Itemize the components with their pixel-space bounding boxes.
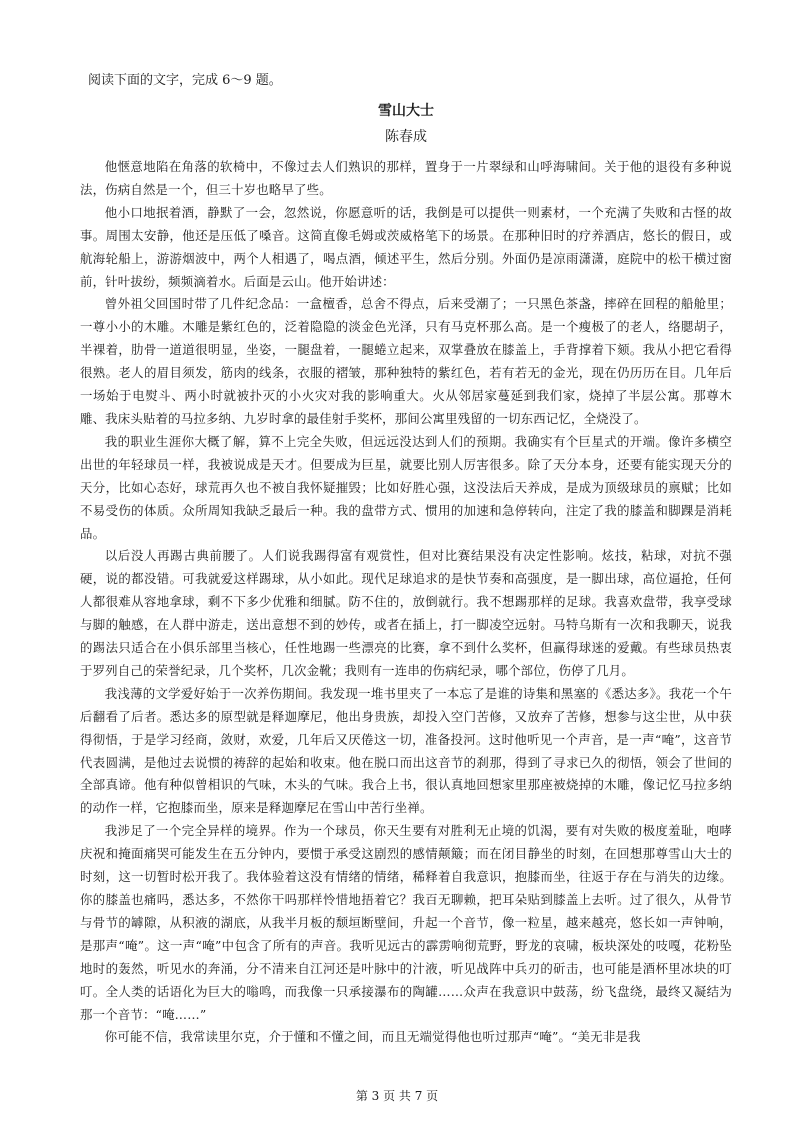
page-number: 第 3 页 共 7 页 bbox=[355, 1089, 439, 1103]
article-author: 陈春成 bbox=[385, 129, 427, 145]
paragraph: 曾外祖父回国时带了几件纪念品：一盒檀香，总舍不得点，后来受潮了；一只黑色茶盏，摔碎在回程的船舱里；一尊小小的木雕。木雕是紫红色的，泛着隐隐的淡金色光泽，只有马克杯那么高。是一个瘦极了的老人，络腮胡子，半裸着，肋骨一道道很明显，坐姿，一腿盘着，一腿蜷立起来，双掌叠放在膝盖上，手背撑着下颏。我从小把它看得很熟。老人的眉目须发，筋肉的线条，衣服的褶皱，那种独特的紫红色，若有若无的金光，现在仍历历在目。几年后一场始于电熨斗、两小时就被扑灭的小火灾对我的影响重大。火从邻居家蔓延到我们家，烧掉了半层公寓。那尊木雕、我床头贴着的马拉多纳、九岁时拿的最佳射手奖杯，那间公寓里残留的一切东西记忆，全烧没了。 bbox=[80, 296, 732, 426]
paragraph: 他惬意地陷在角落的软椅中，不像过去人们熟识的那样，置身于一片翠绿和山呼海啸间。关于他的退役有多种说法，伤病自然是一个，但三十岁也略早了些。 bbox=[80, 159, 732, 197]
paragraph: 我浅薄的文学爱好始于一次养伤期间。我发现一堆书里夹了一本忘了是谁的诗集和黑塞的《悉达多》。我花一个午后翻看了后者。悉达多的原型就是释迦摩尼，他出身贵族，却投入空门苦修，又放弃了苦修，想参与这尘世，从中获得彻悟，于是学习经商，敛财，欢爱，几年后又厌倦这一切，准备投河。这时他听见一个声音，是一声“唵”，这音节代表圆满，是他过去说惯的祷辞的起始和收束。他在脱口而出这音节的刹那，得到了寻求已久的彻悟，领会了世间的全部真谛。他有种似曾相识的气味，木头的气味。我合上书，很认真地回想家里那座被烧掉的木雕，像记忆马拉多纳的动作一样，它抱膝而坐，原来是释迦摩尼在雪山中苦行坐禅。 bbox=[80, 685, 732, 816]
reading-instruction: 阅读下面的文字，完成 6～9 题。 bbox=[88, 73, 282, 88]
paragraph: 他小口地抿着酒，静默了一会，忽然说，你愿意听的话，我倒是可以提供一则素材，一个充满了失败和古怪的故事。周围太安静，他还是压低了嗓音。这简直像毛姆或茨威格笔下的场景。在那种旧时的疗养酒店，悠长的假日，或航海轮船上，游游烟波中，两个人相遇了，喝点酒，倾述平生，然后分别。外面仍是凉雨潇潇，庭院中的松干横过窗前，针叶拔纷，频频滴着水。后面是云山。他开始讲述： bbox=[80, 204, 732, 289]
paragraph: 以后没人再踢古典前腰了。人们说我踢得富有观赏性，但对比赛结果没有决定性影响。炫技，粘球，对抗不强硬，说的都没错。可我就爱这样踢球，从小如此。现代足球追求的是快节奏和高强度，是一脚出球，高位逼抢，任何人都很难从容地拿球，剩不下多少优雅和细腻。防不住的，放倒就行。我不想踢那样的足球。我喜欢盘带，我享受球与脚的触感，在人群中游走，送出意想不到的妙传，或者在插上，打一脚凌空远射。马特乌斯有一次和我聊天，说我的踢法只适合在小俱乐部里当核心，任性地踢一些漂亮的比赛，拿不到什么奖杯，但赢得球迷的爱戴。有些球员热衷于罗列自己的荣誉纪录，几个奖杯，几次金靴；我则有一连串的伤病纪录，哪个部位，伤停了几月。 bbox=[80, 548, 732, 678]
article-title: 雪山大士 bbox=[378, 103, 434, 119]
paragraph: 我的职业生涯你大概了解，算不上完全失败，但远远没达到人们的预期。我确实有个巨星式的开端。像许多横空出世的年轻球员一样，我被说成是天才。但要成为巨星，就要比别人厉害很多。除了天分本身，还要有能实现天分的天分，比如心态好，球荒再久也不被自我怀疑摧毁；比如好胜心强，这没法后天养成，是成为顶级球员的禀赋；比如不易受伤的体质。众所周知我缺乏最后一种。我的盘带方式、惯用的加速和急停转向，注定了我的膝盖和脚踝是消耗品。 bbox=[80, 433, 732, 541]
paragraph: 我涉足了一个完全异样的境界。作为一个球员，你天生要有对胜利无止境的饥渴，要有对失败的极度羞耻，咆哮庆祝和掩面痛哭可能发生在五分钟内，要惯于承受这剧烈的感情颠簸；而在闭目静坐的时刻，在回想那尊雪山大士的时刻，这一切暂时松开我了。我体验着这没有情绪的情绪，稀释着自我意识，抱膝而坐，往返于存在与消失的边缘。你的膝盖也痛吗，悉达多，不然你干吗那样怜惜地捂着它？我百无聊赖，把耳朵贴到膝盖上去听。过了很久，从骨节与骨节的罅隙，从积液的湖底，从我半月板的颓垣断壁间，升起一个音节，像一粒星，越来越亮，悠长如一声钟响，是那声“唵”。这一声“唵”中包含了所有的声音。我听见远古的霹雳响彻荒野，野龙的哀啸，板块深处的吱嘎，花粉坠地时的轰然，听见水的奔涌，分不清来自江河还是叶脉中的汁液，听见战阵中兵刃的斫击，也可能是酒杯里冰块的叮叮。全人类的话语化为巨大的嗡鸣，而我像一只承接瀑布的陶罐……众声在我意识中鼓荡，纷飞盘绕，最终又凝结为那一个音节：“唵……” bbox=[80, 823, 732, 1022]
article-body bbox=[80, 156, 732, 1049]
paragraph: 你可能不信，我常读里尔克，介于懂和不懂之间，而且无端觉得他也听过那声“唵”。“美无非是我 bbox=[104, 1029, 641, 1045]
